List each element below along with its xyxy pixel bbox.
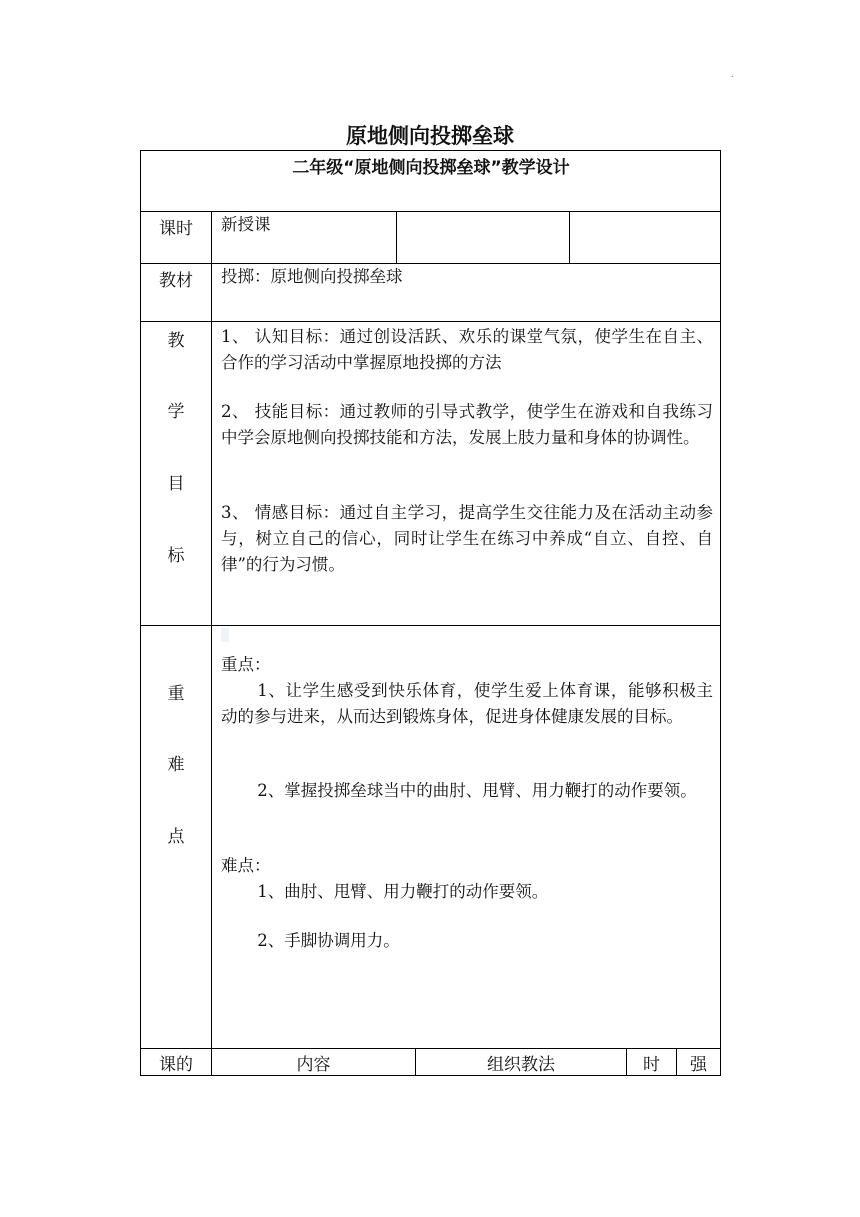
key-point-item: 1、让学生感受到快乐体育，使学生爱上体育课，能够积极主动的参与进来，从而达到锻炼身体，促进身体健康发展的目标。 [221, 681, 713, 726]
footer-header-cell: 时 [643, 1055, 660, 1075]
objective-item: 2、 技能目标：通过教师的引导式教学，使学生在游戏和自我练习中学会原地侧向投掷技能和方法，发展上肢力量和身体的协调性。 [221, 402, 713, 447]
objectives-label-char: 学 [167, 402, 185, 422]
footer-header-cell: 内容 [296, 1055, 331, 1075]
objective-item: 1、 认知目标：通过创设活跃、欢乐的课堂气氛，使学生在自主、合作的学习活动中掌握原地投掷的方法 [221, 327, 713, 372]
corner-mark: . [731, 70, 734, 79]
footer-header-cell: 强 [690, 1055, 707, 1075]
objectives-label-char: 教 [167, 331, 185, 351]
objective-item: 3、 情感目标：通过自主学习，提高学生交往能力及在活动主动参与，树立自己的信心，同时让学生在练习中养成“自立、自控、自律”的行为习惯。 [221, 503, 713, 574]
lesson-type-label: 课时 [159, 219, 193, 239]
footer-header-cell: 组织教法 [487, 1055, 555, 1075]
objectives-label-char: 标 [167, 546, 185, 566]
key-point-item: 2、掌握投掷垒球当中的曲肘、甩臂、用力鞭打的动作要领。 [257, 781, 697, 800]
key-points-label-char: 难 [167, 755, 185, 775]
footer-header-cell: 课的 [159, 1055, 193, 1075]
key-points-label-char: 点 [167, 827, 185, 847]
page-title: 原地侧向投掷垒球 [346, 124, 514, 148]
difficult-point-item: 1、曲肘、甩臂、用力鞭打的动作要领。 [257, 882, 549, 901]
difficult-point-item: 2、手脚协调用力。 [257, 931, 400, 950]
difficult-points-heading: 难点： [221, 856, 271, 875]
faint-highlight [221, 628, 229, 642]
key-points-label-char: 重 [167, 684, 185, 704]
objectives-label-char: 目 [167, 474, 185, 494]
lesson-type-value: 新授课 [221, 215, 271, 234]
key-points-heading: 重点： [221, 655, 271, 674]
material-label: 教材 [159, 271, 193, 291]
table-caption: 二年级“原地侧向投掷垒球”教学设计 [292, 158, 570, 178]
material-value: 投掷：原地侧向投掷垒球 [221, 267, 403, 286]
